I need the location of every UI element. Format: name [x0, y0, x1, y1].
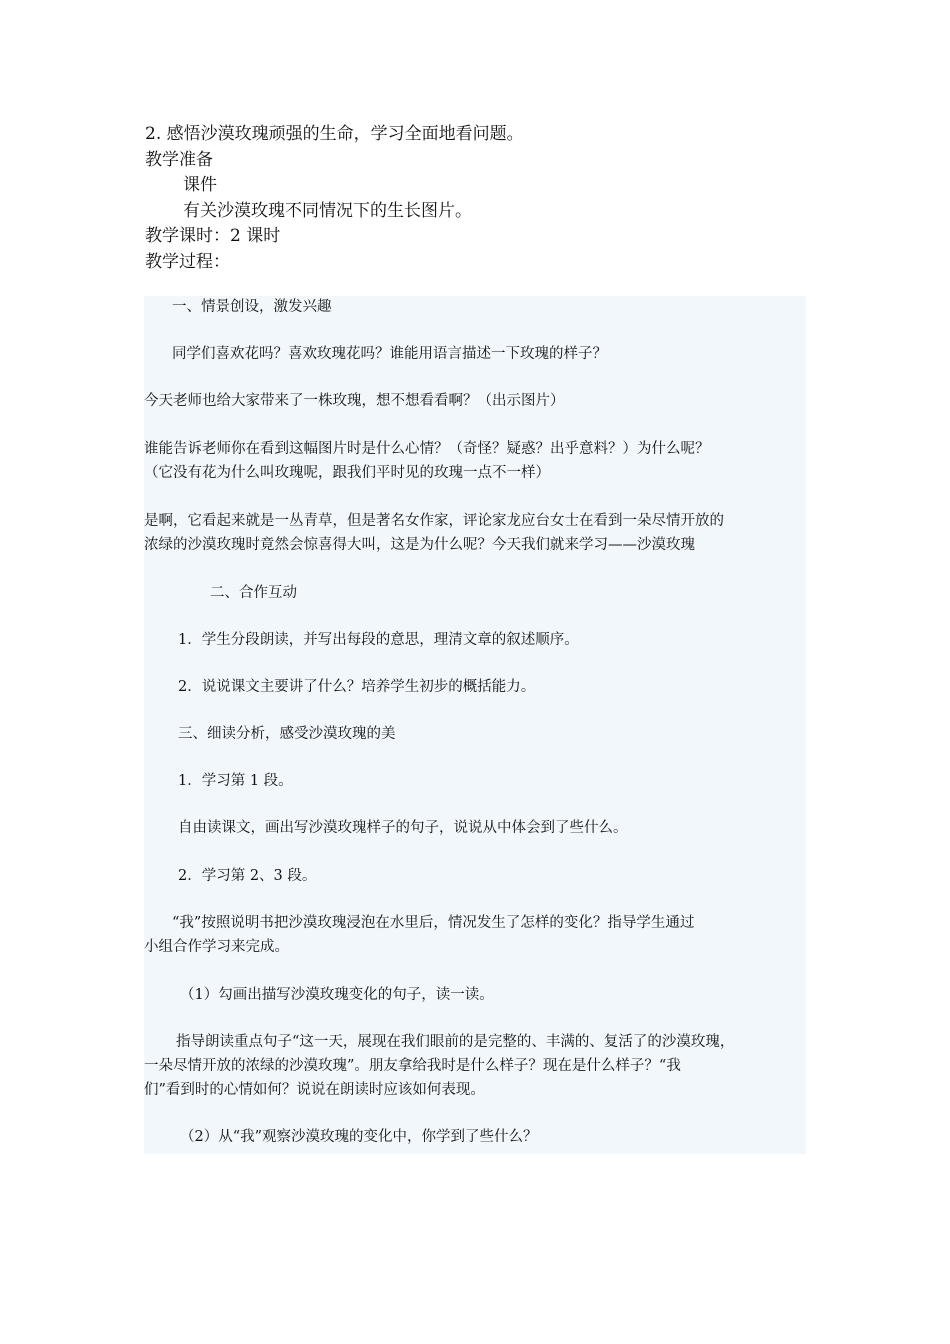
section-1-para-3b: （它没有花为什么叫玫瑰呢，跟我们平时见的玫瑰一点不一样）: [144, 465, 550, 481]
lesson-header: [145, 122, 805, 275]
section-1-para-4b: 浓绿的沙漠玫瑰时竟然会惊喜得大叫，这是为什么呢？今天我们就来学习——沙漠玫瑰: [144, 537, 695, 553]
section-1-title: 一、情景创设，激发兴趣: [172, 299, 332, 315]
teaching-process-box: [144, 296, 806, 1154]
section-1-para-4a: 是啊，它看起来就是一丛青草，但是著名女作家，评论家龙应台女士在看到一朵尽情开放的: [144, 513, 724, 529]
section-2-title: 二、合作互动: [210, 585, 297, 601]
section-3-para-2a: “我”按照说明书把沙漠玫瑰浸泡在水里后，情况发生了怎样的变化？指导学生通过: [172, 915, 695, 931]
section-1-para-1: 同学们喜欢花吗？喜欢玫瑰花吗？谁能用语言描述一下玫瑰的样子？: [172, 346, 607, 362]
section-3-para-3b: 一朵尽情开放的浓绿的沙漠玫瑰”。朋友拿给我时是什么样子？现在是什么样子？“我: [144, 1058, 681, 1074]
class-hours: 教学课时：2 课时: [145, 226, 281, 246]
objective-2: 2. 感悟沙漠玫瑰顽强的生命，学习全面地看问题。: [145, 124, 524, 144]
section-3-subitem-1: （1）勾画出描写沙漠玫瑰变化的句子，读一读。: [180, 987, 494, 1003]
section-2-item-1: 1．学生分段朗读，并写出每段的意思，理清文章的叙述顺序。: [178, 632, 579, 648]
section-3-para-1: 自由读课文，画出写沙漠玫瑰样子的句子，说说从中体会到了些什么。: [178, 820, 628, 836]
prep-item-pictures: 有关沙漠玫瑰不同情况下的生长图片。: [183, 200, 472, 221]
section-3-item-1: 1．学习第 1 段。: [178, 773, 293, 789]
section-2-item-2: 2．说说课文主要讲了什么？培养学生初步的概括能力。: [178, 679, 536, 695]
section-1-para-2: 今天老师也给大家带来了一株玫瑰，想不想看看啊？（出示图片）: [144, 393, 565, 409]
section-3-subitem-2: （2）从“我”观察沙漠玫瑰的变化中，你学到了些什么？: [180, 1129, 538, 1145]
section-3-para-3a: 指导朗读重点句子“这一天，展现在我们眼前的是完整的、丰满的、复活了的沙漠玫瑰，: [176, 1034, 735, 1050]
prep-item-courseware: 课件: [183, 175, 217, 195]
section-3-title: 三、细读分析，感受沙漠玫瑰的美: [178, 726, 396, 742]
prep-heading: 教学准备: [145, 149, 213, 170]
section-1-para-3a: 谁能告诉老师你在看到这幅图片时是什么心情？（奇怪？疑惑？出乎意料？）为什么呢？: [144, 441, 710, 457]
section-3-para-3c: 们”看到时的心情如何？说说在朗读时应该如何表现。: [144, 1082, 485, 1098]
section-3-para-2b: 小组合作学习来完成。: [144, 939, 289, 955]
process-heading: 教学过程：: [145, 251, 230, 272]
section-3-item-2: 2．学习第 2、3 段。: [178, 868, 317, 884]
